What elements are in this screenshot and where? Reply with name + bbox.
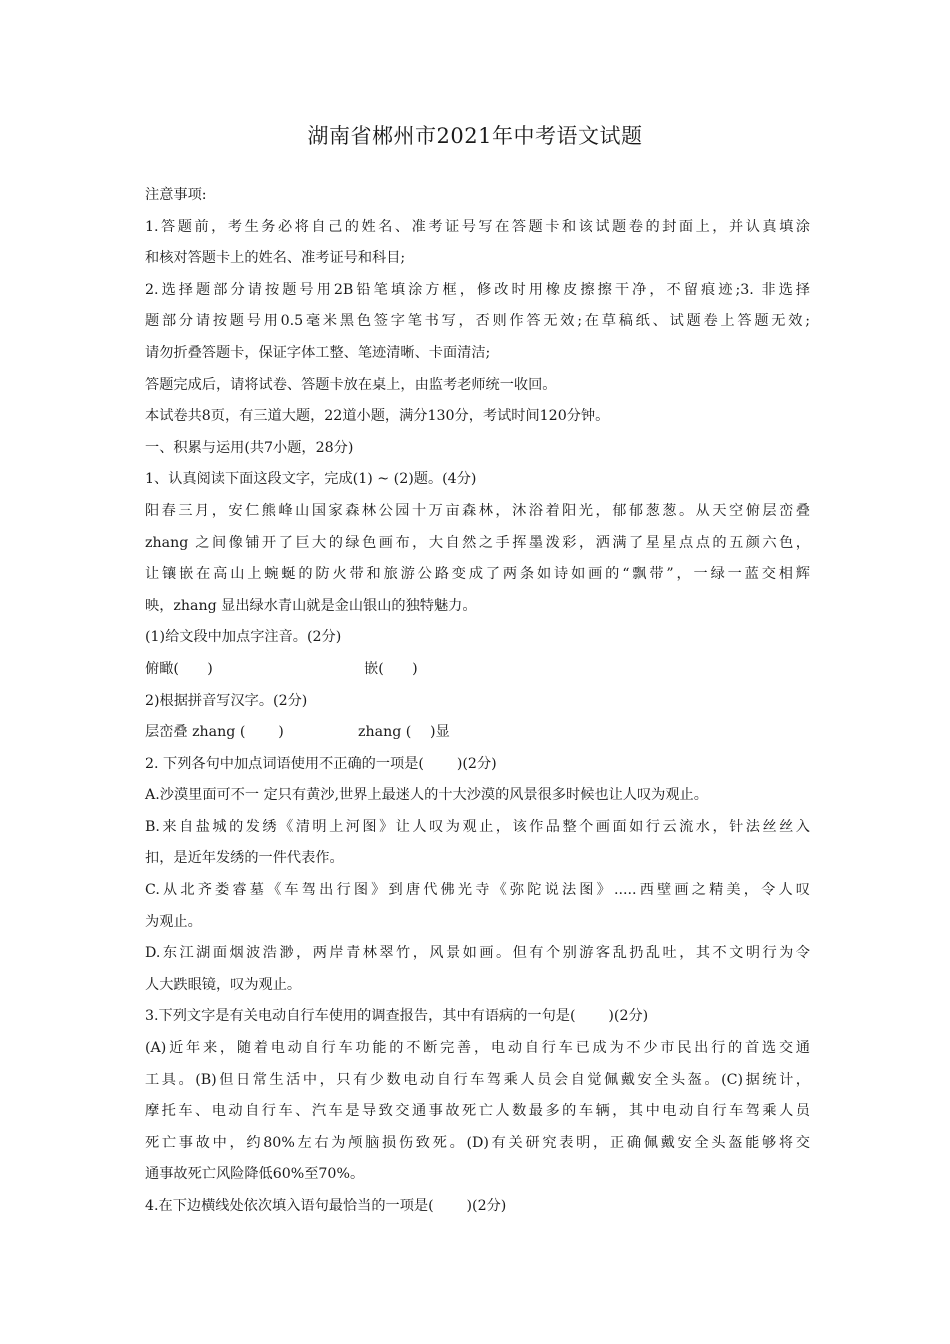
q3-text-line-5: 通事故死亡风险降低60%至70%。	[145, 1166, 365, 1183]
note-5: 本试卷共8页，有三道大题，22道小题，满分130分，考试时间120分钟。	[145, 408, 610, 425]
q2-option-c-line-1: C.从北齐娄睿墓《车驾出行图》到唐代佛光寺《弥陀说法图》.....西壁画之精美，令人叹	[145, 882, 810, 899]
q1-passage-line-4: 映，zhang 显出绿水青山就是金山银山的独特魅力。	[145, 597, 477, 614]
q1-sub2-answers	[145, 717, 810, 749]
q2-option-d-line-1: D.东江湖面烟波浩渺，两岸青林翠竹，风景如画。但有个别游客乱扔乱吐，其不文明行为令	[145, 945, 810, 962]
q1-sub2-blank-a: 层峦叠 zhang ( )	[145, 724, 284, 741]
q1-sub1-blank-a: 俯瞰( )	[145, 660, 213, 677]
q2-option-d-line-2: 人大跌眼镜，叹为观止。	[145, 976, 302, 993]
document-body	[145, 180, 810, 1223]
q3-text-line-3: 摩托车、电动自行车、汽车是导致交通事故死亡人数最多的车辆，其中电动自行车驾乘人员	[145, 1103, 810, 1120]
q2-option-b-line-2: 扣，是近年发绣的一件代表作。	[145, 850, 344, 867]
q2-option-b-line-1: B.来自盐城的发绣《清明上河图》让人叹为观止，该作品整个画面如行云流水，针法丝丝入	[145, 818, 810, 835]
q1-sub1-stem: (1)给文段中加点字注音。(2分)	[145, 629, 342, 646]
q1-stem: 1、认真阅读下面这段文字，完成(1) ~ (2)题。(4分)	[145, 471, 477, 488]
section-1-heading: 一、积累与运用(共7小题，28分)	[145, 439, 354, 456]
note-2-line-1: 2.选择题部分请按题号用2B铅笔填涂方框，修改时用橡皮擦擦干净，不留痕迹;3. 非选择	[145, 281, 810, 298]
q2-stem: 2. 下列各句中加点词语使用不正确的一项是( )(2分)	[145, 755, 497, 772]
notes-heading: 注意事项:	[145, 187, 207, 203]
q2-option-a: A.沙漠里面可不一 定只有黄沙,世界上最迷人的十大沙漠的风景很多时候也让人叹为观止。	[145, 787, 708, 804]
q1-passage-line-2: zhang 之间像铺开了巨大的绿色画布，大自然之手挥墨泼彩，洒满了星星点点的五颜六色，	[145, 534, 810, 551]
q1-passage-line-3: 让镶嵌在高山上蜿蜒的防火带和旅游公路变成了两条如诗如画的“飘带”，一绿一蓝交相辉	[145, 566, 810, 583]
note-2-line-2: 题部分请按题号用0.5毫米黑色签字笔书写，否则作答无效;在草稿纸、试题卷上答题无效;	[145, 313, 810, 330]
note-2-line-3: 请勿折叠答题卡，保证字体工整、笔迹清晰、卡面清洁;	[145, 344, 491, 361]
q1-sub1-answers	[145, 654, 810, 686]
q1-passage-line-1: 阳春三月，安仁熊峰山国家森林公园十万亩森林，沐浴着阳光，郁郁葱葱。从天空俯层峦叠	[145, 502, 810, 519]
q4-stem: 4.在下边横线处依次填入语句最恰当的一项是( )(2分)	[145, 1198, 507, 1214]
q1-sub1-blank-b: 嵌( )	[364, 660, 418, 677]
q3-text-line-4: 死亡事故中，约80%左右为颅脑损伤致死。(D)有关研究表明，正确佩戴安全头盔能够将交	[145, 1134, 810, 1151]
q1-sub2-blank-b: zhang ( )显	[358, 724, 450, 741]
note-4: 答题完成后，请将试卷、答题卡放在桌上，由监考老师统一收回。	[145, 376, 557, 393]
document-title: 湖南省郴州市2021年中考语文试题	[307, 124, 643, 148]
q3-stem: 3.下列文字是有关电动自行车使用的调查报告，其中有语病的一句是( )(2分)	[145, 1008, 649, 1025]
q1-sub2-stem: 2)根据拼音写汉字。(2分)	[145, 692, 308, 709]
q3-text-line-2: 工具。(B)但日常生活中，只有少数电动自行车驾乘人员会自觉佩戴安全头盔。(C)据统计，	[145, 1071, 810, 1088]
q2-option-c-line-2: 为观止。	[145, 913, 202, 930]
note-1-line-2: 和核对答题卡上的姓名、准考证号和科目;	[145, 250, 406, 267]
q3-text-line-1: (A)近年来，随着电动自行车功能的不断完善，电动自行车已成为不少市民出行的首选交通	[145, 1040, 810, 1057]
note-1-line-1: 1.答题前，考生务必将自己的姓名、准考证号写在答题卡和该试题卷的封面上，并认真填涂	[145, 218, 810, 235]
